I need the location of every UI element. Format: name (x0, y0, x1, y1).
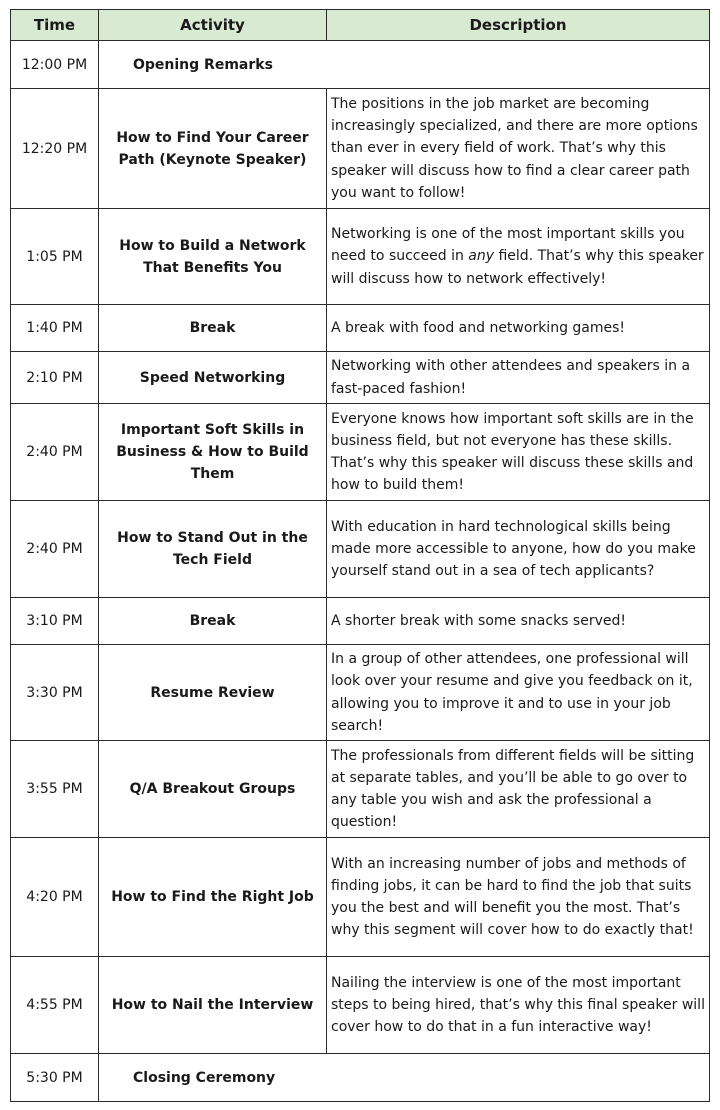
description-cell: Networking is one of the most important skills you need to succeed in any field. That’s why this speaker will discuss how to network effectively! (327, 209, 710, 305)
description-cell: Everyone knows how important soft skills are in the business field, but not everyone has these skills. That’s why this speaker will discuss these skills and how to build them! (327, 404, 710, 501)
table-row (11, 501, 710, 598)
time-cell: 2:40 PM (11, 404, 99, 501)
description-cell: With education in hard technological skills being made more accessible to anyone, how do you make yourself stand out in a sea of tech applicants? (327, 501, 710, 598)
time-cell: 3:10 PM (11, 598, 99, 645)
table-row (11, 741, 710, 838)
table-row (11, 404, 710, 501)
time-header: Time (11, 10, 99, 41)
activity-cell: Q/A Breakout Groups (99, 741, 327, 838)
activity-cell: Opening Remarks (99, 41, 710, 89)
activity-cell: How to Find Your Career Path (Keynote Speaker) (99, 89, 327, 209)
description-cell: Nailing the interview is one of the most important steps to being hired, that’s why this final speaker will cover how to do that in a fun interactive way! (327, 957, 710, 1054)
emphasis-text: any (468, 248, 495, 265)
table-row (11, 838, 710, 957)
activity-cell: How to Find the Right Job (99, 838, 327, 957)
activity-cell: Speed Networking (99, 352, 327, 404)
table-row (11, 645, 710, 741)
table-row (11, 1054, 710, 1102)
description-cell: A shorter break with some snacks served! (327, 598, 710, 645)
time-cell: 2:40 PM (11, 501, 99, 598)
time-cell: 5:30 PM (11, 1054, 99, 1102)
time-cell: 2:10 PM (11, 352, 99, 404)
table-row (11, 305, 710, 352)
activity-cell: Break (99, 598, 327, 645)
time-cell: 4:20 PM (11, 838, 99, 957)
description-cell: Networking with other attendees and speakers in a fast-paced fashion! (327, 352, 710, 404)
activity-cell: Resume Review (99, 645, 327, 741)
table-row (11, 89, 710, 209)
description-header: Description (327, 10, 710, 41)
schedule-table (10, 9, 710, 1102)
table-row (11, 957, 710, 1054)
time-cell: 12:20 PM (11, 89, 99, 209)
activity-cell: How to Stand Out in the Tech Field (99, 501, 327, 598)
time-cell: 3:30 PM (11, 645, 99, 741)
time-cell: 1:40 PM (11, 305, 99, 352)
table-row (11, 352, 710, 404)
activity-cell: Important Soft Skills in Business & How to Build Them (99, 404, 327, 501)
description-cell: The positions in the job market are becoming increasingly specialized, and there are more options than ever in every field of work. That’s why this speaker will discuss how to find a clear career path you want to follow! (327, 89, 710, 209)
time-cell: 1:05 PM (11, 209, 99, 305)
description-cell: A break with food and networking games! (327, 305, 710, 352)
activity-cell: How to Build a Network That Benefits You (99, 209, 327, 305)
time-cell: 4:55 PM (11, 957, 99, 1054)
activity-header: Activity (99, 10, 327, 41)
time-cell: 3:55 PM (11, 741, 99, 838)
activity-cell: Break (99, 305, 327, 352)
description-cell: With an increasing number of jobs and methods of finding jobs, it can be hard to find the job that suits you the best and will benefit you the most. That’s why this segment will cover how to do exactly that! (327, 838, 710, 957)
activity-cell: How to Nail the Interview (99, 957, 327, 1054)
description-cell: In a group of other attendees, one professional will look over your resume and give you feedback on it, allowing you to improve it and to use in your job search! (327, 645, 710, 741)
description-cell: The professionals from different fields will be sitting at separate tables, and you’ll be able to go over to any table you wish and ask the professional a question! (327, 741, 710, 838)
activity-cell: Closing Ceremony (99, 1054, 710, 1102)
time-cell: 12:00 PM (11, 41, 99, 89)
table-row (11, 598, 710, 645)
header-row (11, 10, 710, 41)
table-row (11, 41, 710, 89)
table-row (11, 209, 710, 305)
